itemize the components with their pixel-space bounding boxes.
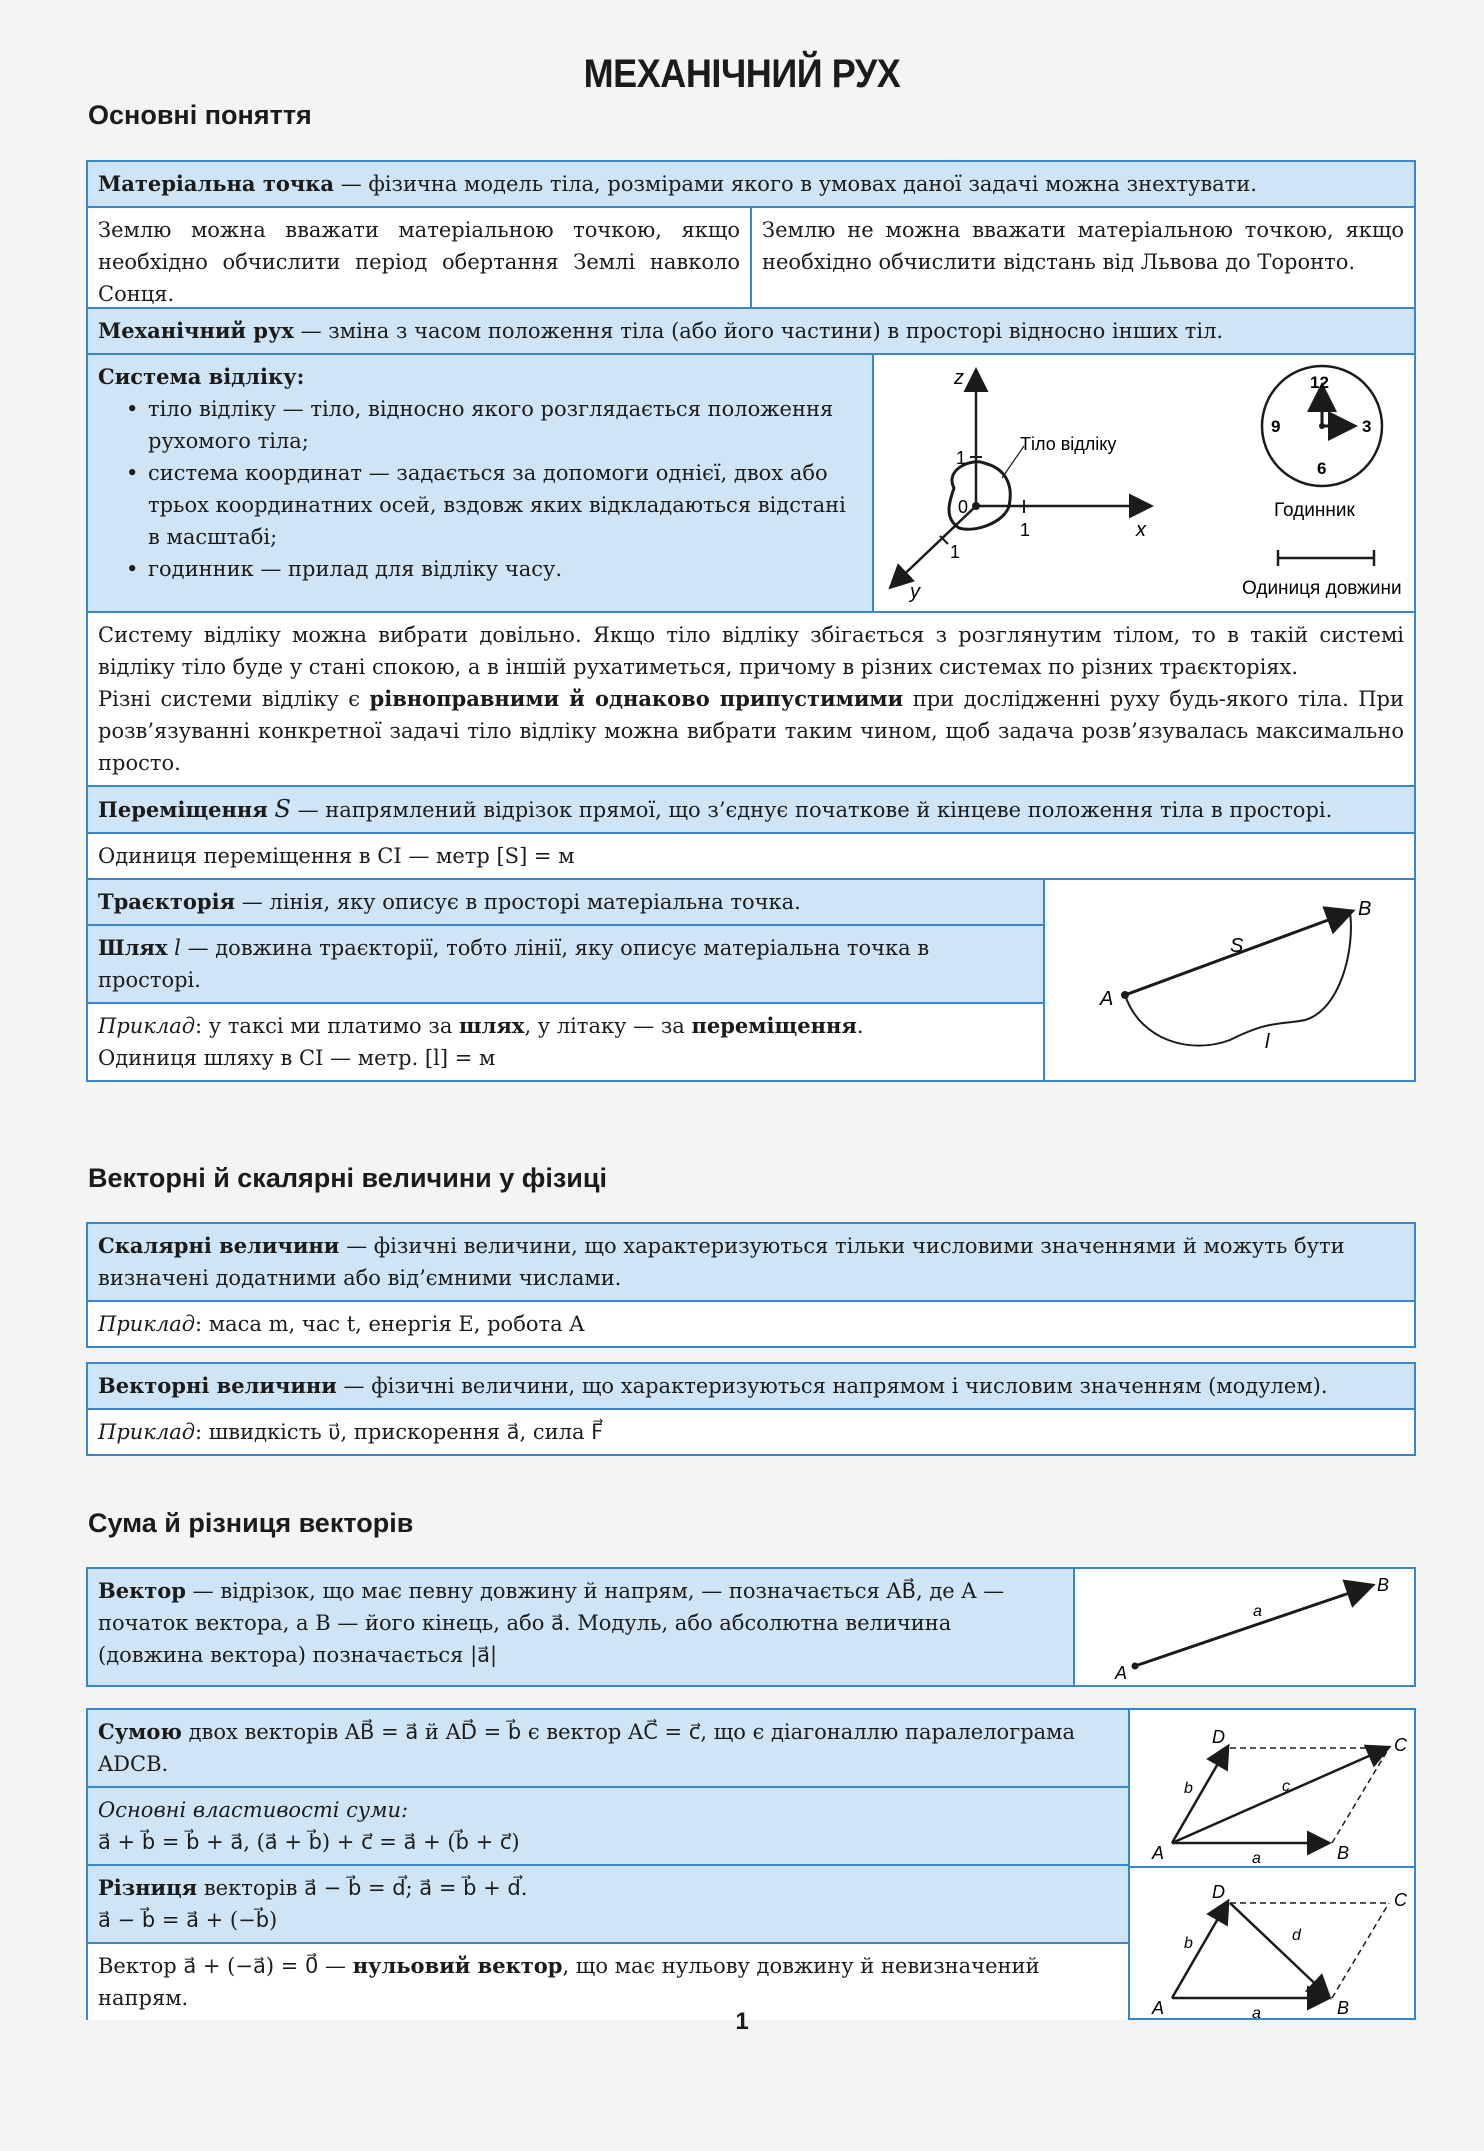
- sum-term: Сумою: [98, 1719, 182, 1744]
- reference-system-text: [88, 355, 872, 611]
- clock-9: 9: [1271, 417, 1281, 436]
- difference-formula: a⃗ − b⃗ = a⃗ + (−b⃗): [98, 1908, 278, 1932]
- basics-box-1: [86, 160, 1416, 318]
- vector-point-b: B: [1376, 1575, 1389, 1595]
- axis-z-label: z: [954, 367, 964, 389]
- displacement-row: [88, 785, 1414, 832]
- tick-y-label: 1: [950, 542, 961, 562]
- scalar-term: Скалярні величини: [98, 1233, 340, 1258]
- clock-3: 3: [1362, 417, 1372, 436]
- vector-quantity-definition: — фізичні величини, що характеризуються напрямом і числовим значенням (модулем).: [336, 1374, 1328, 1398]
- path-example-bold1: шлях: [459, 1013, 525, 1038]
- mechanical-motion-definition: — зміна з часом положення тіла (або його частини) в просторі відносно інших тіл.: [293, 319, 1224, 343]
- path-l-label: l: [1264, 1031, 1269, 1053]
- origin-label: 0: [958, 497, 969, 517]
- vector-example-text: : швидкість υ⃗, прискорення a⃗, сила F⃗: [195, 1420, 604, 1444]
- reference-system-row: [88, 353, 1414, 611]
- page-title: МЕХАНІЧНИЙ РУХ: [583, 52, 901, 96]
- reference-note-2-bold: рівноправними й однаково припустимими: [369, 686, 904, 711]
- path-example-bold2: переміщення: [691, 1013, 857, 1038]
- clock-label: Годинник: [1274, 500, 1355, 521]
- displacement-unit-row: Одиниця переміщення в СІ — метр [S] = м: [88, 832, 1414, 878]
- point-a-label: A: [1099, 988, 1113, 1010]
- diff-point-a: A: [1152, 1998, 1165, 2018]
- difference-row: [88, 1864, 1128, 1942]
- diff-point-d: D: [1212, 1882, 1225, 1902]
- scalar-example-text: : маса m, час t, енергія E, робота A: [195, 1312, 585, 1336]
- section-title-basics: Основні поняття: [88, 100, 312, 130]
- vector-example-label: Приклад: [98, 1420, 196, 1444]
- vector-quantity-term: Векторні величини: [98, 1373, 337, 1398]
- basics-box-2: [86, 307, 1416, 1082]
- displacement-term: Переміщення: [98, 797, 268, 822]
- reference-body-item: • тіло відліку — тіло, відносно якого розглядається положення рухомого тіла;: [126, 393, 862, 457]
- sum-point-d: D: [1212, 1727, 1225, 1747]
- sum-point-c: C: [1394, 1735, 1407, 1755]
- tick-x-label: 1: [1020, 520, 1031, 540]
- sum-vector-a: a: [1252, 1850, 1261, 1863]
- path-row: [88, 924, 1043, 1002]
- path-unit: Одиниця шляху в СІ — метр. [l] = м: [98, 1046, 496, 1070]
- diff-point-b: B: [1337, 1998, 1350, 2018]
- trajectory-term: Траєкторія: [98, 889, 236, 914]
- scalar-row: [88, 1224, 1414, 1300]
- sum-diagram: [1130, 1710, 1414, 1868]
- vector-def-term: Вектор: [98, 1578, 186, 1603]
- earth-example-right: Землю не можна вважати матеріальною точкою, якщо необхідно обчислити відстань від Львова до Торонто.: [750, 208, 1414, 316]
- vector-ops-box: [86, 1708, 1416, 2020]
- path-term: Шлях: [98, 935, 168, 960]
- vector-def-row: [88, 1569, 1073, 1685]
- reference-note-2-post: при дослідженні руху будь-якого тіла. При розв’язуванні конкретної задачі тіло відліку можна вибрати таким чином, щоб задача розв’язувалась максимально просто.: [98, 687, 1404, 775]
- clock-item: • годинник — прилад для відліку часу.: [126, 553, 862, 585]
- material-point-term: Матеріальна точка: [98, 171, 335, 196]
- diff-vector-d: d: [1292, 1927, 1301, 1944]
- diff-vector-b: b: [1184, 1935, 1193, 1952]
- scalar-example-row: [88, 1300, 1414, 1346]
- trajectory-block: [88, 878, 1414, 1080]
- vector-def-box: [86, 1567, 1416, 1687]
- zero-vector-pre: Вектор a⃗ + (−a⃗) = 0⃗ —: [98, 1954, 353, 1978]
- material-point-definition: — фізична модель тіла, розмірами якого в умовах даної задачі можна знехтувати.: [334, 172, 1257, 196]
- clock-12: 12: [1310, 373, 1329, 392]
- coordinate-system-item: • система координат — задається за допомоги однієї, двох або трьох координатних осей, вздовж яких відкладаються відстані в масштабі;: [126, 457, 862, 553]
- reference-note-row: [88, 611, 1414, 785]
- vector-point-a: A: [1114, 1663, 1127, 1683]
- path-example-mid: , у літаку — за: [524, 1014, 692, 1038]
- vector-s-label: S: [1229, 935, 1243, 957]
- difference-term: Різниця: [98, 1875, 198, 1900]
- vector-box: [86, 1362, 1416, 1456]
- vector-quantity-row: [88, 1364, 1414, 1408]
- coordinate-axes-diagram: [874, 358, 1414, 608]
- vector-a-label: a: [1252, 1603, 1262, 1620]
- tick-z-label: 1: [956, 448, 967, 468]
- reference-note-1: Систему відліку можна вибрати довільно. Якщо тіло відліку збігається з розглянутим тілом, то в такій системі відліку тіло буде у стані спокою, а в іншій рухатиметься, причому в різних системах по різних траєкторіях.: [98, 623, 1404, 679]
- unit-length-label: Одиниця довжини: [1242, 578, 1402, 599]
- diff-vector-a: a: [1252, 2005, 1261, 2018]
- path-symbol: l: [174, 936, 181, 960]
- scalar-box: [86, 1222, 1416, 1348]
- path-example-label: Приклад: [98, 1014, 196, 1038]
- displacement-symbol: S: [274, 795, 291, 823]
- earth-example-left: Землю можна вважати матеріальною точкою, якщо необхідно обчислити період обертання Землі навколо Сонця.: [98, 218, 740, 306]
- displacement-definition: — напрямлений відрізок прямої, що з’єднує початкове й кінцеве положення тіла в просторі.: [290, 798, 1333, 822]
- vector-ops-diagrams: [1128, 1710, 1414, 2018]
- reference-system-term: Система відліку:: [98, 364, 305, 389]
- vector-def-definition: — відрізок, що має певну довжину й напрям, — позначається AB⃗, де A — початок вектора, а B — його кінець, або a⃗. Модуль, або абсолютна величина (довжина вектора) позначається |a⃗|: [98, 1579, 1005, 1667]
- section-title-vector-ops: Сума й різниця векторів: [88, 1508, 414, 1538]
- reference-note-2-pre: Різні системи відліку є: [98, 687, 370, 711]
- path-example-post: .: [856, 1014, 864, 1038]
- sum-vector-c: c: [1282, 1778, 1290, 1795]
- sum-definition: двох векторів AB⃗ = a⃗ й AD⃗ = b⃗ є вектор AC⃗ = c⃗, що є діагоналлю паралелограма ADCB.: [98, 1720, 1076, 1776]
- point-b-label: B: [1357, 898, 1371, 920]
- sum-row: [88, 1710, 1128, 1786]
- trajectory-definition: — лінія, яку описує в просторі матеріальна точка.: [235, 890, 801, 914]
- scalar-example-label: Приклад: [98, 1312, 196, 1336]
- vector-ab-diagram: [1073, 1569, 1414, 1685]
- sum-props-row: [88, 1786, 1128, 1864]
- sum-point-b: B: [1337, 1843, 1350, 1863]
- difference-diagram: [1130, 1868, 1414, 2018]
- zero-vector-bold: нульовий вектор: [352, 1953, 563, 1978]
- path-example-row: [88, 1002, 1043, 1080]
- reference-system-diagram: [872, 355, 1414, 611]
- zero-vector-post: , що має нульову довжину й невизначений напрям.: [98, 1954, 1040, 2010]
- trajectory-row: [88, 880, 1043, 924]
- material-point-row: [88, 162, 1414, 206]
- path-example-pre: : у таксі ми платимо за: [195, 1014, 460, 1038]
- body-label: Тіло відліку: [1020, 434, 1117, 454]
- axis-y-label: y: [910, 581, 920, 603]
- vector-example-row: [88, 1408, 1414, 1454]
- scalar-definition: — фізичні величини, що характеризуються тільки числовими значеннями й можуть бути визначені додатними або від’ємними числами.: [98, 1234, 1345, 1290]
- diff-point-c: C: [1394, 1890, 1407, 1910]
- mechanical-motion-row: [88, 309, 1414, 353]
- sum-point-a: A: [1152, 1843, 1165, 1863]
- path-definition: — довжина траєкторії, тобто лінії, яку описує матеріальна точка в просторі.: [98, 936, 930, 992]
- sum-props-formula: a⃗ + b⃗ = b⃗ + a⃗, (a⃗ + b⃗) + c⃗ = a⃗ + (b⃗ + c⃗): [98, 1830, 520, 1854]
- path-diagram: [1043, 880, 1414, 1080]
- sum-props-label: Основні властивості суми:: [98, 1798, 409, 1822]
- mechanical-motion-term: Механічний рух: [98, 318, 294, 343]
- clock-6: 6: [1317, 459, 1327, 478]
- section-title-vector-scalar: Векторні й скалярні величини у фізиці: [88, 1163, 607, 1193]
- sum-vector-b: b: [1184, 1780, 1193, 1797]
- difference-definition: векторів a⃗ − b⃗ = d⃗; a⃗ = b⃗ + d⃗.: [197, 1876, 528, 1900]
- axis-x-label: x: [1136, 519, 1146, 541]
- earth-examples-row: [88, 206, 1414, 316]
- page-number: 1: [735, 2008, 749, 2035]
